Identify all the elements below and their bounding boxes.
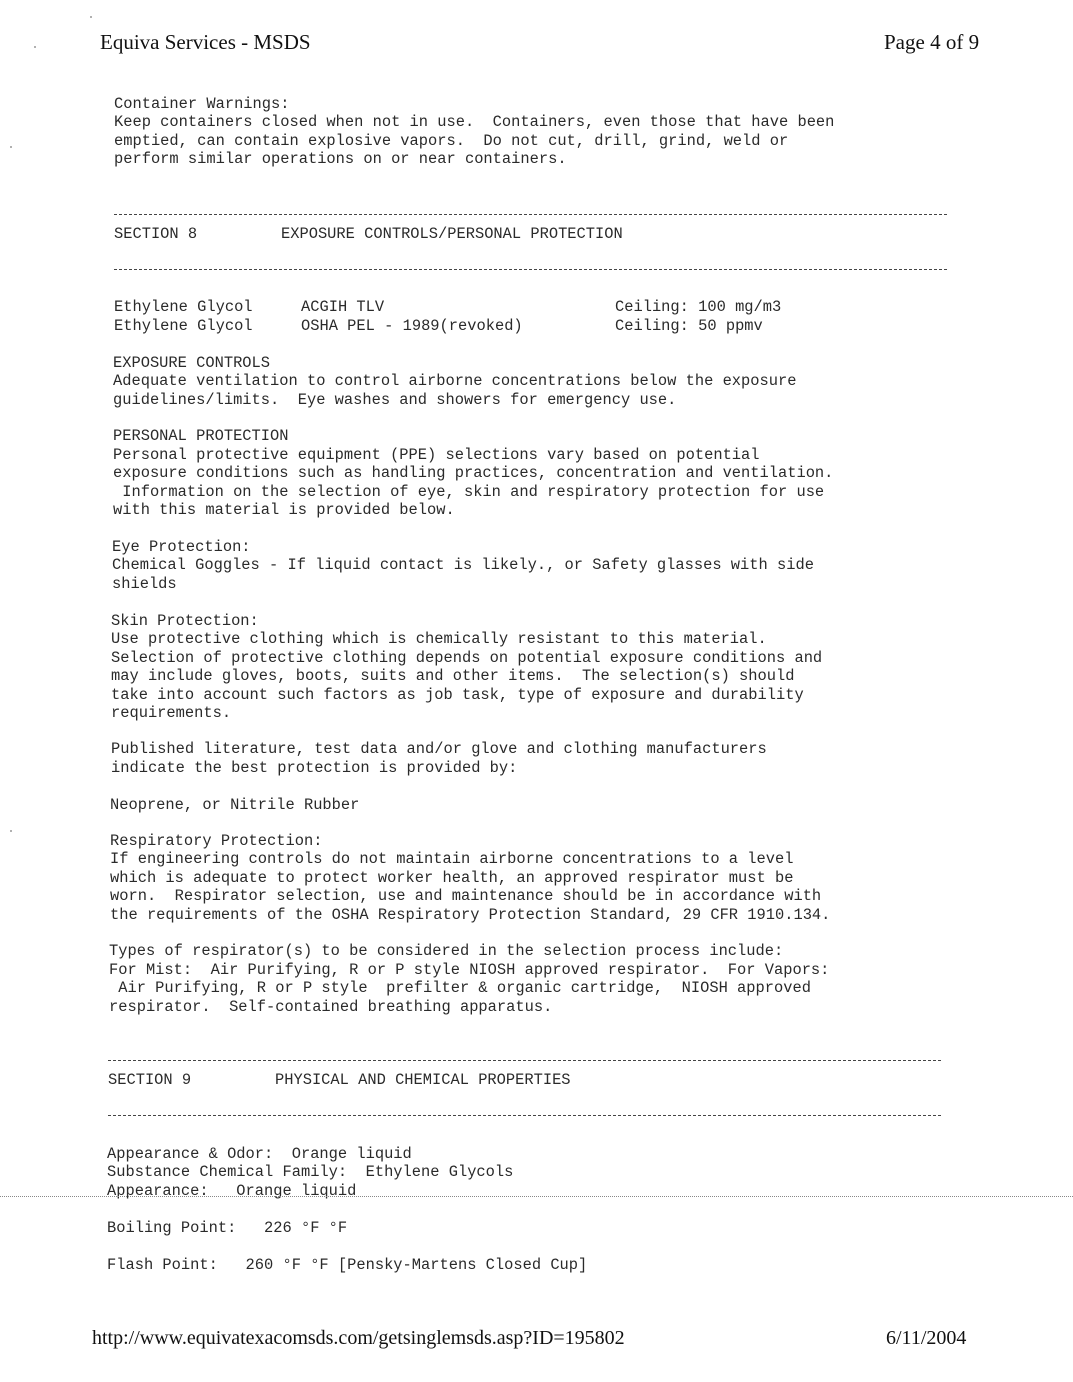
scan-speck — [10, 830, 12, 832]
section-divider — [108, 1115, 941, 1116]
paragraph-line: shields — [112, 575, 177, 593]
scan-speck — [10, 146, 12, 148]
protective-materials: Neoprene, or Nitrile Rubber — [110, 796, 360, 814]
document-title: Equiva Services - MSDS — [100, 30, 311, 54]
source-url: http://www.equivatexacomsds.com/getsinglemsds.asp?ID=195802 — [92, 1327, 625, 1349]
limit-value: Ceiling: 100 mg/m3 — [615, 298, 782, 316]
property-flash-point: Flash Point: 260 °F °F [Pensky-Martens Closed Cup] — [107, 1256, 588, 1274]
paragraph-line: take into account such factors as job task, type of exposure and durability — [111, 686, 804, 704]
paragraph-line: indicate the best protection is provided by: — [111, 759, 518, 777]
respiratory-protection-heading: Respiratory Protection: — [110, 832, 323, 850]
paragraph-line: may include gloves, boots, suits and other items. The selection(s) should — [111, 667, 795, 685]
scan-speck — [34, 46, 36, 48]
section-divider — [114, 214, 947, 215]
section-8-title: EXPOSURE CONTROLS/PERSONAL PROTECTION — [281, 225, 623, 243]
limit-substance: Ethylene Glycol — [114, 317, 253, 335]
page-break-line — [0, 1196, 1073, 1197]
paragraph-line: If engineering controls do not maintain airborne concentrations to a level — [110, 850, 794, 868]
paragraph-line: Information on the selection of eye, skin and respiratory protection for use — [113, 483, 825, 501]
print-date: 6/11/2004 — [886, 1327, 967, 1349]
property-appearance-odor: Appearance & Odor: Orange liquid — [107, 1145, 412, 1163]
skin-protection-heading: Skin Protection: — [111, 612, 259, 630]
container-warnings-line: perform similar operations on or near containers. — [114, 150, 567, 168]
paragraph-line: which is adequate to protect worker health, an approved respirator must be — [110, 869, 794, 887]
section-9-number: SECTION 9 — [108, 1071, 192, 1089]
container-warnings-line: emptied, can contain explosive vapors. Do not cut, drill, grind, weld or — [114, 132, 789, 150]
section-divider — [114, 269, 947, 270]
limit-value: Ceiling: 50 ppmv — [615, 317, 763, 335]
eye-protection-heading: Eye Protection: — [112, 538, 251, 556]
paragraph-line: Selection of protective clothing depends on potential exposure conditions and — [111, 649, 823, 667]
container-warnings-heading: Container Warnings: — [114, 95, 290, 113]
scan-speck — [90, 16, 92, 18]
paragraph-line: Use protective clothing which is chemically resistant to this material. — [111, 630, 767, 648]
paragraph-line: guidelines/limits. Eye washes and showers for emergency use. — [113, 391, 677, 409]
property-boiling-point: Boiling Point: 226 °F °F — [107, 1219, 348, 1237]
paragraph-line: Adequate ventilation to control airborne concentrations below the exposure — [113, 372, 797, 390]
paragraph-line: Air Purifying, R or P style prefilter & organic cartridge, NIOSH approved — [109, 979, 811, 997]
section-8-number: SECTION 8 — [114, 225, 198, 243]
section-divider — [108, 1060, 941, 1061]
paragraph-line: Published literature, test data and/or glove and clothing manufacturers — [111, 740, 767, 758]
property-chemical-family: Substance Chemical Family: Ethylene Glycols — [107, 1163, 514, 1181]
limit-agency: OSHA PEL - 1989(revoked) — [301, 317, 523, 335]
property-appearance: Appearance: Orange liquid — [107, 1182, 357, 1200]
paragraph-line: Chemical Goggles - If liquid contact is likely., or Safety glasses with side — [112, 556, 814, 574]
exposure-controls-heading: EXPOSURE CONTROLS — [113, 354, 271, 372]
personal-protection-heading: PERSONAL PROTECTION — [113, 427, 289, 445]
paragraph-line: respirator. Self-contained breathing apparatus. — [109, 998, 553, 1016]
container-warnings-line: Keep containers closed when not in use. Containers, even those that have been — [114, 113, 835, 131]
paragraph-line: Personal protective equipment (PPE) selections vary based on potential — [113, 446, 760, 464]
paragraph-line: worn. Respirator selection, use and maintenance should be in accordance with — [110, 887, 822, 905]
limit-substance: Ethylene Glycol — [114, 298, 253, 316]
paragraph-line: requirements. — [111, 704, 232, 722]
paragraph-line: the requirements of the OSHA Respiratory Protection Standard, 29 CFR 1910.134. — [110, 906, 831, 924]
limit-agency: ACGIH TLV — [301, 298, 385, 316]
paragraph-line: For Mist: Air Purifying, R or P style NIOSH approved respirator. For Vapors: — [109, 961, 830, 979]
paragraph-line: Types of respirator(s) to be considered in the selection process include: — [109, 942, 784, 960]
paragraph-line: with this material is provided below. — [113, 501, 455, 519]
paragraph-line: exposure conditions such as handling practices, concentration and ventilation. — [113, 464, 834, 482]
section-9-title: PHYSICAL AND CHEMICAL PROPERTIES — [275, 1071, 571, 1089]
page-number: Page 4 of 9 — [884, 30, 980, 54]
